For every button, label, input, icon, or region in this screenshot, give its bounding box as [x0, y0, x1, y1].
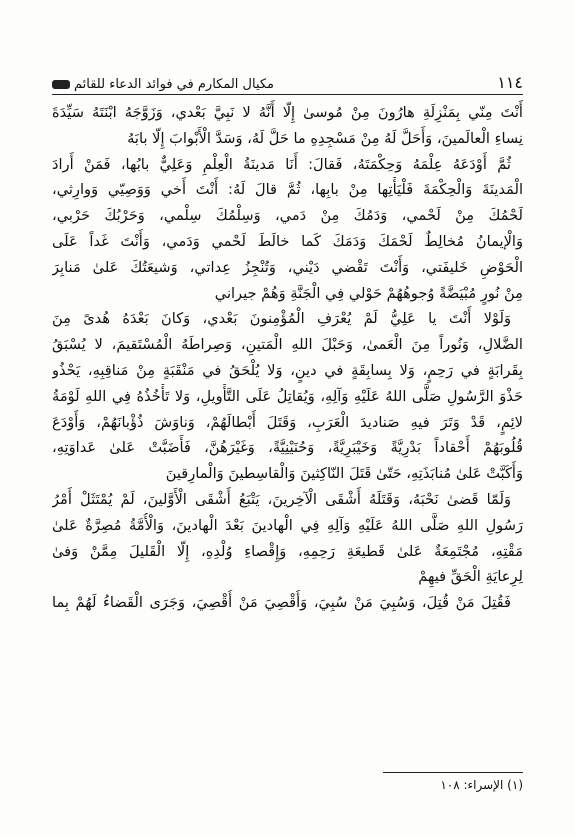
text-line: لَحْمُكَ مِنْ لَحْمي، وَدَمُكَ مِنْ دَمي، وَسِلْمُكَ سِلْمي، وَحَرْبُكَ حَرْبي، — [52, 207, 523, 225]
text-line: لائِمٍ، قَدْ وَتَرَ فيهِ صَناديدَ الْعَرَبِ، وَقَتَلَ أَبْطالَهُمْ، وَناوَشَ ذُؤْبانَهُمْ، وَأَوْدَعَ — [52, 413, 523, 431]
footnote-rule — [383, 772, 523, 773]
text-line: رَسُولِ اللهِ صَلَّى اللهُ عَلَيْهِ وَآلِهِ فِي الْهادينَ بَعْدَ الْهادينَ، وَالْأُمَّةُ مُصِرَّةٌ عَلىٰ — [52, 516, 523, 534]
footnote: (١) الإسراء: ١٠٨ — [440, 778, 523, 792]
header-rule — [52, 94, 523, 95]
text-line: الْمَدينَةَ وَالْحِكْمَةَ فَلْيَأْتِها مِنْ بابِها، ثُمَّ قالَ لَهُ: أَنْتَ أَخي وَوَصِيّي وَوارِثي، — [52, 181, 523, 199]
text-line: وَأَكَبَّتْ عَلىٰ مُنابَذَتِهِ، حَتّىٰ قَتَلَ النّاكِثينَ وَالْقاسِطينَ وَالْمارِقينَ — [165, 465, 523, 483]
text-line: وَلَمّا قَضىٰ نَحْبَهُ، وَقَتَلَهُ أَشْقَى الْآخِرينَ، يَتْبَعُ أَشْقَى الْأَوَّلينَ، لَمْ يُمْتَثَلْ أَمْرُ — [52, 490, 511, 508]
text-line: الضَّلالِ، وَنُوراً مِنَ الْعَمىٰ، وَحَبْلَ اللهِ الْمَتينِ، وَصِراطَهُ الْمُسْتَقيمَ، لا يُسْبَقُ — [52, 336, 523, 354]
text-line: وَالْإيمانُ مُخالِطٌ لَحْمَكَ وَدَمَكَ كَما خالَطَ لَحْمي وَدَمي، وَأَنْتَ غَداً عَلَى — [52, 232, 523, 250]
text-line: لِرِعايَةِ الْحَقِّ فيهِمْ — [418, 568, 523, 586]
text-line: فَقُتِلَ مَنْ قُتِلَ، وَسُبِيَ مَنْ سُبِيَ، وَأُقْصِيَ مَنْ أُقْصِيَ، وَجَرَى الْقَضاءُ لَهُمْ بِما — [52, 594, 511, 612]
page-header — [52, 62, 523, 92]
text-line: أَنْتَ مِنّي بِمَنْزِلَةِ هارُونَ مِنْ مُوسىٰ إِلّا أَنَّهُ لا نَبِيَّ بَعْدي، وَزَوَّجَهُ ابْنَتَهُ سَيِّدَةَ — [52, 104, 523, 121]
running-title — [52, 77, 274, 92]
ornament-icon — [52, 80, 70, 89]
text-line: قُلُوبَهُمْ أَحْقاداً بَدْرِيَّةً وَخَيْبَرِيَّةً، وَحُنَيْنِيَّةً، وَغَيْرَهُنَّ، فَأَضَبَّتْ عَلىٰ عَداوَتِهِ، — [52, 439, 523, 457]
text-line: الْحَوْضِ خَليفَتي، وَأَنْتَ تَقْضي دَيْني، وَتُنْجِزُ عِداتي، وَشيعَتُكَ عَلىٰ مَنابِرَ — [52, 258, 523, 276]
page-number: ١١٤ — [497, 73, 523, 92]
text-line: بِقَرابَةٍ في رَحِمٍ، وَلا بِسابِقَةٍ في دينٍ، وَلا يُلْحَقُ في مَنْقَبَةٍ مِنْ مَناقِبِهِ، يَحْذُو — [52, 361, 523, 379]
running-title-text: مكيال المكارم في فوائد الدعاء للقائم — [74, 77, 275, 92]
text-line: وَلَوْلا أَنْتَ يا عَلِيُّ لَمْ يُعْرَفِ الْمُؤْمِنونَ بَعْدي، وَكانَ بَعْدَهُ هُدىً مِنَ — [52, 310, 511, 328]
text-line: مِنْ نُورٍ مُبْيَضَّةً وُجوهُهُمْ حَوْلي فِي الْجَنَّةِ وَهُمْ جيراني — [214, 284, 523, 302]
text-line: ثُمَّ أَوْدَعَهُ عِلْمَهُ وَحِكْمَتَهُ، فَقالَ: أَنَا مَدينَةُ الْعِلْمِ وَعَلِيٌّ بابُها، فَمَنْ أَرادَ — [52, 155, 511, 173]
text-line: حَذْوَ الرَّسُولِ صَلَّى اللهُ عَلَيْهِ وَآلِهِ، وَيُقاتِلُ عَلَى التَّأْويلِ، وَلا تَأْخُذُهُ فِي اللهِ لَوْمَةُ — [52, 387, 523, 405]
text-line: مَقْتِهِ، مُجْتَمِعَةٌ عَلىٰ قَطيعَةِ رَحِمِهِ، وَإِقْصاءِ وُلْدِهِ، إِلّا الْقَليلَ مِمَّنْ وَفىٰ — [52, 542, 523, 560]
body-text — [52, 100, 523, 616]
text-line: نِساءِ الْعالَمينَ، وَأَحَلَّ لَهُ مِنْ مَسْجِدِهِ ما حَلَّ لَهُ، وَسَدَّ الْأَبْوابَ إِلّا بابَهُ — [127, 129, 523, 147]
